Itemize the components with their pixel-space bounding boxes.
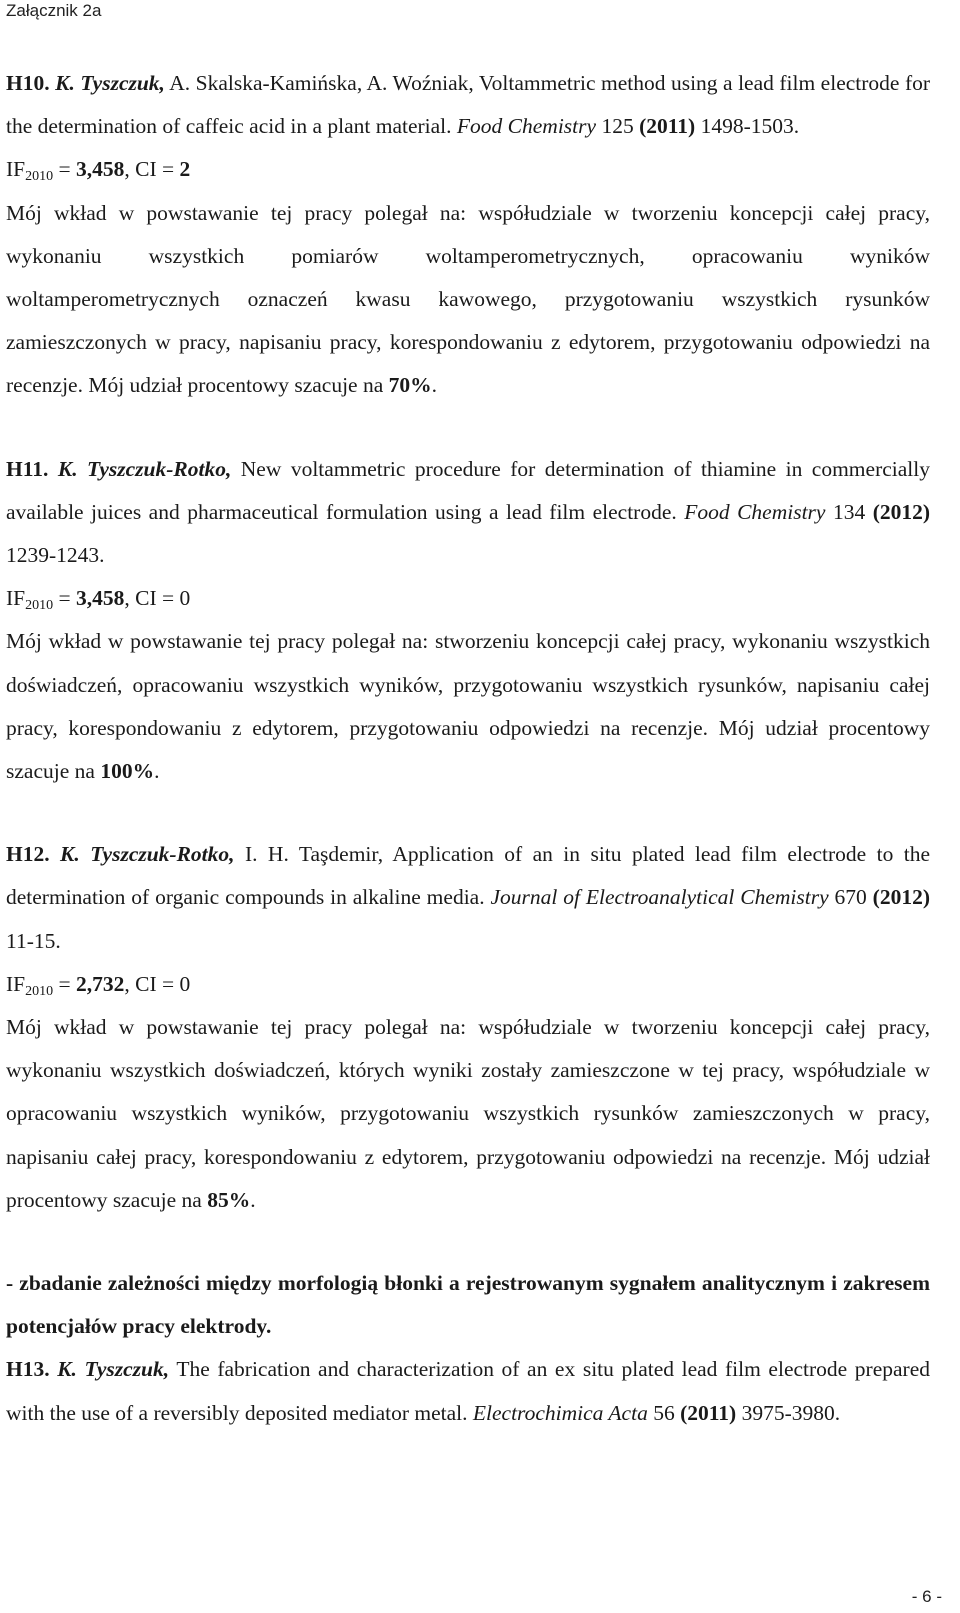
spacer — [6, 1222, 930, 1262]
citation-index-value: 2 — [179, 157, 191, 182]
publication-year: (2012) — [872, 885, 930, 910]
journal-volume: 670 — [828, 885, 873, 910]
contribution-percent: 85% — [207, 1187, 251, 1212]
article-title: New voltammetric procedure for determination of thiamine in commercially available juices and pharmaceutical formulation using a lead film electrode. — [6, 456, 930, 524]
coauthors: A. Skalska-Kamińska, A. Woźniak, — [164, 71, 479, 95]
publication-year: (2011) — [639, 114, 696, 139]
entry-code: H10. — [6, 71, 50, 95]
entry-code: H13. — [6, 1357, 50, 1382]
publication-year: (2011) — [680, 1400, 737, 1425]
author-main: Tyszczuk, — [84, 1357, 170, 1382]
impact-factor-line: $IF_{2010} = 2,732$, CI = 0 — [6, 971, 191, 999]
publication-entry-h11 — [6, 448, 930, 578]
spacer — [6, 408, 930, 448]
author-initial: K. — [55, 71, 75, 95]
author-main: Tyszczuk-Rotko, — [87, 456, 232, 481]
article-title: Application of an in situ plated lead film electrode to the determination of organic compounds in alkaline media. — [6, 842, 931, 910]
journal-volume: 134 — [825, 499, 873, 524]
page-range: 1498-1503. — [695, 114, 800, 139]
spacer — [6, 793, 930, 833]
citation-index-value: 0 — [179, 971, 191, 996]
page-number: - 6 - — [911, 1587, 942, 1606]
publication-entry-h12 — [6, 833, 930, 963]
coauthors — [231, 457, 240, 481]
journal-name: Food Chemistry — [684, 499, 826, 524]
publication-entry-h13 — [6, 1348, 930, 1434]
author-initial: K. — [57, 456, 78, 481]
entry-code: H12. — [6, 842, 50, 867]
contribution-text: Mój wkład w powstawanie tej pracy polegał na: stworzeniu koncepcji całej pracy, wykonaniu wszystkich doświadczeń, opracowaniu wszystkich wyników, przygotowaniu wszystkich rysunków, napisaniu całej pracy, korespondowaniu z edytorem, przygotowaniu odpowiedzi na recenzje. Mój udział procentowy szacuje na 100%. — [6, 629, 930, 784]
contribution-text: Mój wkład w powstawanie tej pracy polegał na: współudziale w tworzeniu koncepcji całej pracy, wykonaniu wszystkich doświadczeń, których wyniki zostały zamieszczone w tej pracy, współudziale w opracowaniu wszystkich wyników, przygotowaniu wszystkich rysunków zamieszczonych w pracy, napisaniu całej pracy, korespondowaniu z edytorem, przygotowaniu odpowiedzi na recenzje. Mój udział procentowy szacuje na 85%. — [6, 1015, 930, 1212]
section-heading: - zbadanie zależności między morfologią błonki a rejestrowanym sygnałem analitycznym i zakresem potencjałów pracy elektrody. — [6, 1271, 930, 1339]
journal-volume: 56 — [647, 1400, 681, 1425]
author-initial: K. — [60, 842, 80, 867]
document-header-label: Załącznik 2a — [6, 1, 102, 20]
entry-code: H11. — [6, 456, 49, 481]
author-initial: K. — [57, 1357, 77, 1382]
article-title: Voltammetric method using a lead film electrode for the determination of caffeic acid in a plant material. — [6, 71, 931, 139]
page-range: 3975-3980. — [736, 1400, 841, 1425]
impact-factor-value: 3,458 — [76, 157, 125, 182]
contribution-text: Mój wkład w powstawanie tej pracy polegał na: współudziale w tworzeniu koncepcji całej pracy, wykonaniu wszystkich pomiarów woltamperometrycznych, opracowaniu wyników woltamperometrycznych oznaczeń kwasu kawowego, przygotowaniu wszystkich rysunków zamieszczonych w pracy, napisaniu pracy, korespondowaniu z edytorem, przygotowaniu odpowiedzi na recenzje. Mój udział procentowy szacuje na 70%. — [6, 200, 930, 398]
impact-factor-value: 3,458 — [76, 586, 125, 611]
contribution-percent: 70% — [388, 373, 432, 398]
journal-name: Food Chemistry — [456, 114, 597, 139]
contribution-percent: 100% — [100, 759, 155, 784]
impact-factor-line: $IF_{2010} = 3,458$, CI = 2 — [6, 157, 191, 185]
page-range: 11-15. — [6, 928, 61, 953]
document-body — [6, 62, 930, 1435]
impact-factor-value: 2,732 — [76, 971, 125, 996]
coauthors: I. H. Taşdemir, — [234, 842, 393, 867]
author-main: Tyszczuk-Rotko, — [90, 842, 235, 867]
impact-factor-line: $IF_{2010} = 3,458$, CI = 0 — [6, 586, 191, 614]
page-range: 1239-1243. — [6, 543, 105, 568]
publication-year: (2012) — [872, 499, 931, 524]
article-title: The fabrication and characterization of an ex situ plated lead film electrode prepared with the use of a reversibly deposited mediator metal. — [6, 1357, 930, 1425]
journal-name: Electrochimica Acta — [472, 1400, 648, 1425]
journal-volume: 125 — [596, 114, 640, 139]
publication-entry-h10 — [6, 62, 930, 148]
citation-index-value: 0 — [179, 586, 191, 611]
journal-name: Journal of Electroanalytical Chemistry — [490, 885, 829, 910]
author-main: Tyszczuk, — [80, 71, 165, 95]
